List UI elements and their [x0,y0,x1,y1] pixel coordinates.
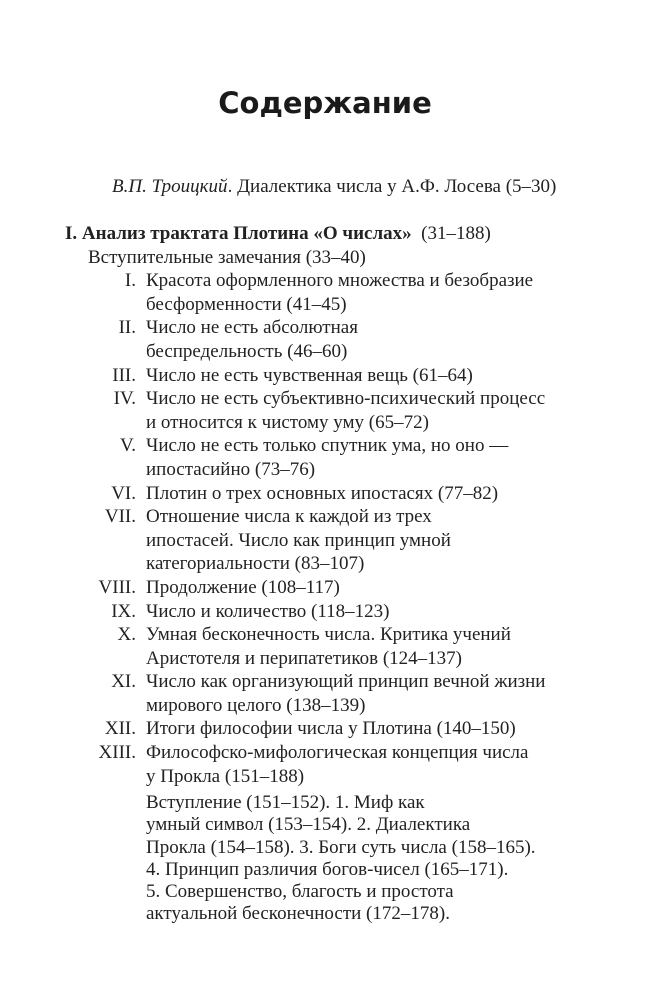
part-heading [65,222,625,246]
chapter-title [136,505,451,576]
chapter-title-line: Число не есть субъективно-психический процесс [146,388,546,410]
chapter-title [136,269,533,316]
toc-chapter [65,316,625,363]
subsection-line: актуальной бесконечности (172–178). [146,903,450,925]
toc-chapter [65,741,625,788]
chapter-title-line: Число не есть только спутник ума, но оно — [146,435,509,457]
chapter-number: VII. [104,506,136,528]
chapter-list [65,269,625,788]
chapter-number: X. [117,624,136,646]
chapter-title-line: ипостасей. Число как принцип умной [146,529,451,551]
chapter-number: III. [112,364,136,386]
chapter-number: IX. [111,600,136,622]
subsection-paragraph [146,792,625,925]
chapter-title-line: Итоги философии числа у Плотина (140–150) [146,718,516,740]
subsection-line: Прокла (154–158). 3. Боги суть числа (158–165). [146,836,536,858]
chapter-title-line: категориальности (83–107) [146,553,365,575]
chapter-number: II. [118,317,136,339]
chapter-title [136,600,390,624]
chapter-number: XI. [111,671,136,693]
subsection-line: 4. Принцип различия богов-чисел (165–171). [146,858,509,880]
chapter-title [136,482,498,506]
toc-chapter [65,434,625,481]
toc-entry-prelim: Вступительные замечания (33–40) [88,246,366,268]
subsection-line: умный символ (153–154). 2. Диалектика [146,814,471,836]
toc-chapter [65,576,625,600]
chapter-title-line: Красота оформленного множества и безобразие [146,270,534,292]
chapter-title [136,576,340,600]
chapter-title [136,387,545,434]
chapter-number: IV. [113,388,136,410]
part-title: I. Анализ трактата Плотина «О числах» [65,223,412,244]
toc-chapter [65,482,625,506]
chapter-title-line: мирового целого (138–139) [146,694,366,716]
intro-title: . Диалектика числа у А.Ф. Лосева (5–30) [227,176,557,197]
chapter-title-line: и относится к чистому уму (65–72) [146,411,429,433]
subsection-line: 5. Совершенство, благость и простота [146,881,454,903]
toc-chapter [65,269,625,316]
chapter-title-line: Число не есть абсолютная [146,317,358,339]
chapter-title-line: Число не есть чувственная вещь (61–64) [146,364,473,386]
chapter-title-line: беспредельность (46–60) [146,340,348,362]
chapter-title-line: Умная бесконечность числа. Критика учений [146,624,511,646]
chapter-title [136,741,528,788]
toc-chapter [65,387,625,434]
chapter-number: VIII. [98,576,136,598]
chapter-title-line: Число и количество (118–123) [146,600,390,622]
intro-author: В.П. Троицкий [112,176,228,197]
toc-chapter [65,717,625,741]
chapter-title [136,717,516,741]
toc-chapter [65,505,625,576]
chapter-title-line: бесформенности (41–45) [146,293,347,315]
subsection-line: Вступление (151–152). 1. Миф как [146,792,425,814]
chapter-title-line: Число как организующий принцип вечной жизни [146,671,546,693]
chapter-title-line: ипостасийно (73–76) [146,458,316,480]
toc-part-1 [65,222,625,925]
chapter-title-line: Продолжение (108–117) [146,576,340,598]
toc-chapter [65,600,625,624]
chapter-number: XII. [104,718,136,740]
chapter-number: I. [124,270,136,292]
chapter-title [136,623,511,670]
chapter-title-line: у Прокла (151–188) [146,765,305,787]
chapter-title-line: Аристотеля и перипатетиков (124–137) [146,647,462,669]
chapter-title [136,364,473,388]
chapter-title-line: Отношение числа к каждой из трех [146,506,432,528]
chapter-number: V. [119,435,136,457]
chapter-title [136,316,358,363]
chapter-title [136,434,508,481]
part-pages: (31–188) [411,223,491,244]
chapter-number: VI. [111,482,136,504]
toc-chapter [65,364,625,388]
page-title: Содержание [218,86,432,120]
toc-chapter [65,623,625,670]
chapter-title-line: Философско-мифологическая концепция числа [146,742,529,764]
chapter-title [136,670,545,717]
chapter-title-line: Плотин о трех основных ипостасях (77–82) [146,482,499,504]
toc-entry-intro [112,175,556,199]
chapter-number: XIII. [98,742,136,764]
toc-chapter [65,670,625,717]
